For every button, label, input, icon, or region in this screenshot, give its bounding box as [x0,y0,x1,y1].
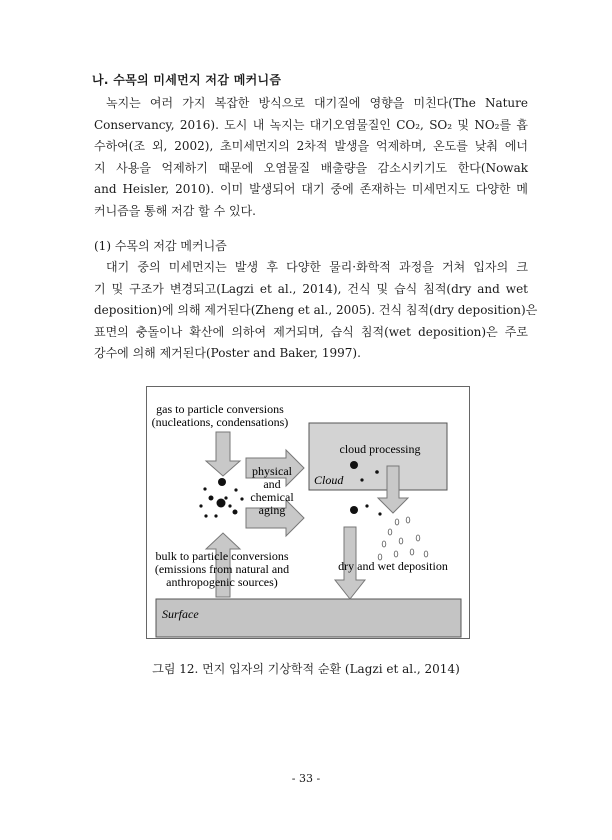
particle [234,488,237,491]
para1-line: 커니즘을 통해 저감 할 수 있다. [94,203,256,218]
particle [360,478,363,481]
particle [203,487,206,490]
para2-line: deposition)에 의해 제거된다(Zheng et al., 2005). 건식 침적(dry deposition)은 [94,303,538,317]
paragraph-green-space [94,93,528,222]
deposition-label: dry and wet deposition [338,559,448,573]
surface-box [156,599,461,637]
gas-to-particle-sub: (nucleations, condensations) [151,415,289,429]
particle [350,506,358,514]
para1-line: 녹지는 여러 가지 복잡한 방식으로 대기질에 영향을 미친다(The Nature [106,96,528,110]
particle [218,478,226,486]
para1-line: 지 사용을 억제하기 때문에 오염물질 배출량을 감소시키기도 한다(Nowak [94,160,528,175]
particle [224,496,227,499]
physical-label: physical [252,464,292,478]
and-label: and [263,477,281,491]
chemical-label: chemical [250,490,294,504]
para2-line: 대기 중의 미세먼지는 발생 후 다양한 물리·화학적 과정을 거쳐 입자의 크 [106,260,528,274]
particle [199,504,202,507]
particle [214,514,217,517]
bulk-label: bulk to particle conversions [155,549,289,563]
paragraph-deposition [94,257,538,365]
cloud-processing-label: cloud processing [339,442,421,456]
particle [375,470,379,474]
page-number: - 33 - [291,772,321,785]
cloud-label: Cloud [314,473,344,487]
aging-label: aging [258,503,286,517]
para2-line: 강수에 의해 제거된다(Poster and Baker, 1997). [94,346,361,360]
section-heading: 나. 수목의 미세먼지 저감 메커니즘 [92,73,282,87]
particle [217,499,226,508]
particle [204,514,207,517]
para2-line: 기 및 구조가 변경되고(Lagzi et al., 2014), 건식 및 습식 침적(dry and wet [94,281,528,296]
figure-dust-cycle [146,386,470,639]
particle [240,497,243,500]
surface-label: Surface [162,607,199,621]
para1-line: and Heisler, 2010). 이미 발생되어 대기 중에 존재하는 미세먼지도 다양한 메 [94,182,528,196]
dust-cycle-diagram [146,386,470,639]
figure-caption: 그림 12. 먼지 입자의 기상학적 순환 (Lagzi et al., 2014) [152,662,460,676]
particle [233,510,238,515]
para1-line: Conservancy, 2016). 도시 내 녹지는 대기오염물질인 CO₂, SO₂ 및 NO₂를 흡 [94,117,528,132]
particle [378,512,381,515]
para2-line: 표면의 충돌이나 확산에 의하여 제거되며, 습식 침적(wet deposition)은 주로 [94,324,528,339]
bulk-sub-1: (emissions from natural and [154,562,290,576]
particle [209,496,214,501]
bulk-sub-2: anthropogenic sources) [166,575,278,589]
particle [228,504,231,507]
subheading: (1) 수목의 저감 메커니즘 [94,239,227,253]
particle [350,461,358,469]
particle [365,504,368,507]
gas-to-particle-label: gas to particle conversions [156,402,284,416]
para1-line: 수하여(조 외, 2002), 초미세먼지의 2차적 발생을 억제하며, 온도를 낮춰 에너 [94,139,528,153]
